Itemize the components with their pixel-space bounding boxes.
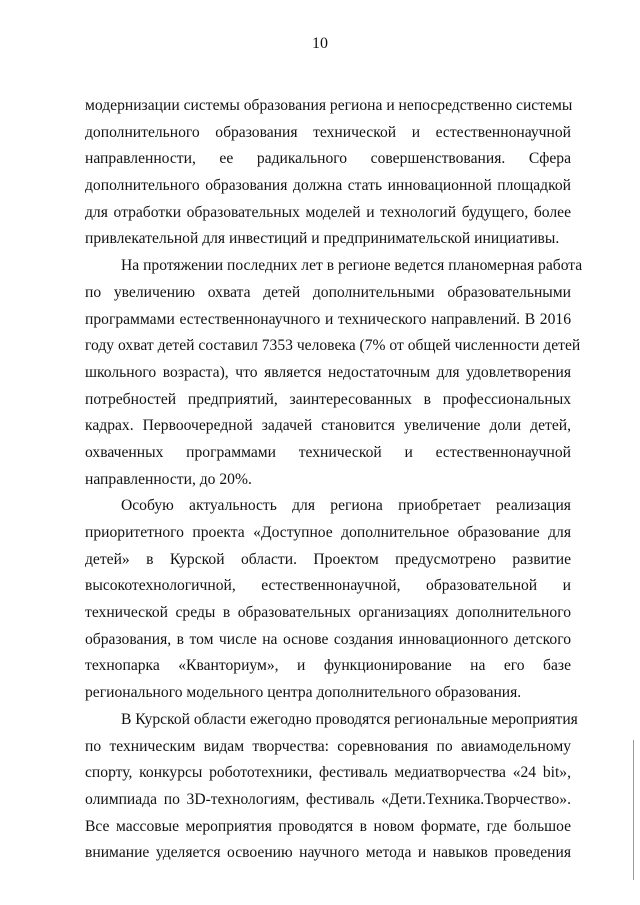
text-line: кадрах. Первоочередной задачей становится увеличение доли детей, xyxy=(85,417,571,435)
text-line: охваченных программами технической и естественнонаучной xyxy=(85,443,571,461)
text-line: потребностей предприятий, заинтересованных в профессиональных xyxy=(85,390,571,408)
text-line: году охват детей составил 7353 человека (7% от общей численности детей xyxy=(85,337,581,355)
page-number: 10 xyxy=(312,35,328,52)
text-line: модернизации системы образования региона и непосредственно системы xyxy=(85,97,573,114)
text-line: На протяжении последних лет в регионе ведется планомерная работа xyxy=(121,257,583,275)
text-line: технической среды в образовательных организациях дополнительного xyxy=(85,604,571,622)
text-line: направленности, ее радикального совершенствования. Сфера xyxy=(85,150,571,168)
text-line: программами естественнонаучного и технического направлений. В 2016 xyxy=(85,310,571,328)
text-line: образования, в том числе на основе создания инновационного детского xyxy=(85,630,571,648)
text-line: направленности, до 20%. xyxy=(85,470,252,488)
text-line: регионального модельного центра дополнительного образования. xyxy=(85,684,522,702)
text-line: спорту, конкурсы робототехники, фестиваль медиатворчества «24 bit», xyxy=(85,764,571,782)
text-line: В Курской области ежегодно проводятся региональные мероприятия xyxy=(121,710,578,728)
text-line: по техническим видам творчества: соревнования по авиамодельному xyxy=(85,737,571,755)
text-line: технопарка «Кванториум», и функционирование на его базе xyxy=(85,657,571,675)
text-line: для отработки образовательных моделей и технологий будущего, более xyxy=(85,203,571,221)
text-line: Особую актуальность для региона приобретает реализация xyxy=(121,497,571,515)
text-line: детей» в Курской области. Проектом предусмотрено развитие xyxy=(85,550,571,568)
scan-edge-line xyxy=(633,740,634,880)
text-line: привлекательной для инвестиций и предпринимательской инициативы. xyxy=(85,230,560,248)
text-line: приоритетного проекта «Доступное дополнительное образование для xyxy=(85,524,571,541)
body-text xyxy=(85,93,583,867)
text-line: внимание уделяется освоению научного метода и навыков проведения xyxy=(85,844,571,862)
text-line: высокотехнологичной, естественнонаучной, образовательной и xyxy=(85,577,571,595)
text-line: Все массовые мероприятия проводятся в новом формате, где большое xyxy=(85,817,571,835)
text-line: олимпиада по 3D-технологиям, фестиваль «Дети.Техника.Творчество». xyxy=(85,790,571,808)
text-line: дополнительного образования должна стать инновационной площадкой xyxy=(85,177,571,195)
text-line: по увеличению охвата детей дополнительными образовательными xyxy=(85,283,571,301)
text-line: школьного возраста), что является недостаточным для удовлетворения xyxy=(85,363,571,381)
text-line: дополнительного образования технической и естественнонаучной xyxy=(85,123,571,141)
